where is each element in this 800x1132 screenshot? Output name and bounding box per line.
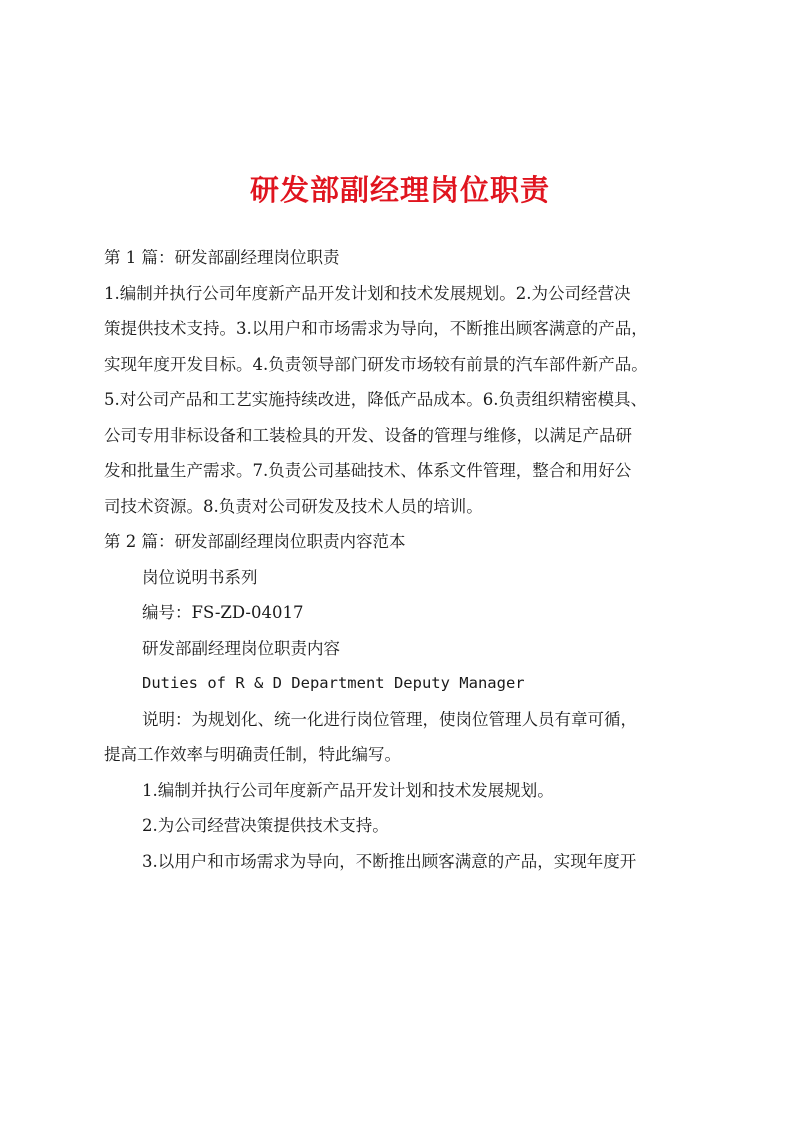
paragraph-line: 实现年度开发目标。4.负责领导部门研发市场较有前景的汽车部件新产品。 [104, 354, 648, 374]
section-heading-2: 第 2 篇：研发部副经理岗位职责内容范本 [104, 532, 406, 551]
document-body [104, 240, 704, 879]
list-item: 2.为公司经营决策提供技术支持。 [142, 816, 389, 835]
paragraph-line: 公司专用非标设备和工装检具的开发、设备的管理与维修，以满足产品研 [104, 425, 632, 445]
list-item: 3.以用户和市场需求为导向，不断推出顾客满意的产品，实现年度开 [142, 851, 637, 871]
section-heading-1: 第 1 篇：研发部副经理岗位职责 [104, 248, 340, 267]
series-label: 岗位说明书系列 [142, 567, 258, 587]
paragraph-line: 策提供技术支持。3.以用户和市场需求为导向，不断推出顾客满意的产品， [104, 319, 648, 338]
paragraph-line: 5.对公司产品和工艺实施持续改进，降低产品成本。6.负责组织精密模具、 [104, 390, 647, 409]
english-title: Duties of R & D Department Deputy Manager [142, 674, 525, 692]
content-heading: 研发部副经理岗位职责内容 [142, 638, 340, 658]
list-item: 1.编制并执行公司年度新产品开发计划和技术发展规划。 [142, 780, 554, 800]
document-title: 研发部副经理岗位职责 [249, 173, 550, 207]
paragraph-line: 1.编制并执行公司年度新产品开发计划和技术发展规划。2.为公司经营决 [104, 283, 631, 303]
paragraph-line: 司技术资源。8.负责对公司研发及技术人员的培训。 [104, 496, 483, 516]
paragraph-line: 说明：为规划化、统一化进行岗位管理，使岗位管理人员有章可循， [142, 709, 637, 729]
paragraph-line: 发和批量生产需求。7.负责公司基础技术、体系文件管理，整合和用好公 [104, 461, 632, 480]
paragraph-line: 提高工作效率与明确责任制，特此编写。 [104, 745, 401, 764]
document-number: 编号：FS-ZD-04017 [142, 603, 304, 622]
